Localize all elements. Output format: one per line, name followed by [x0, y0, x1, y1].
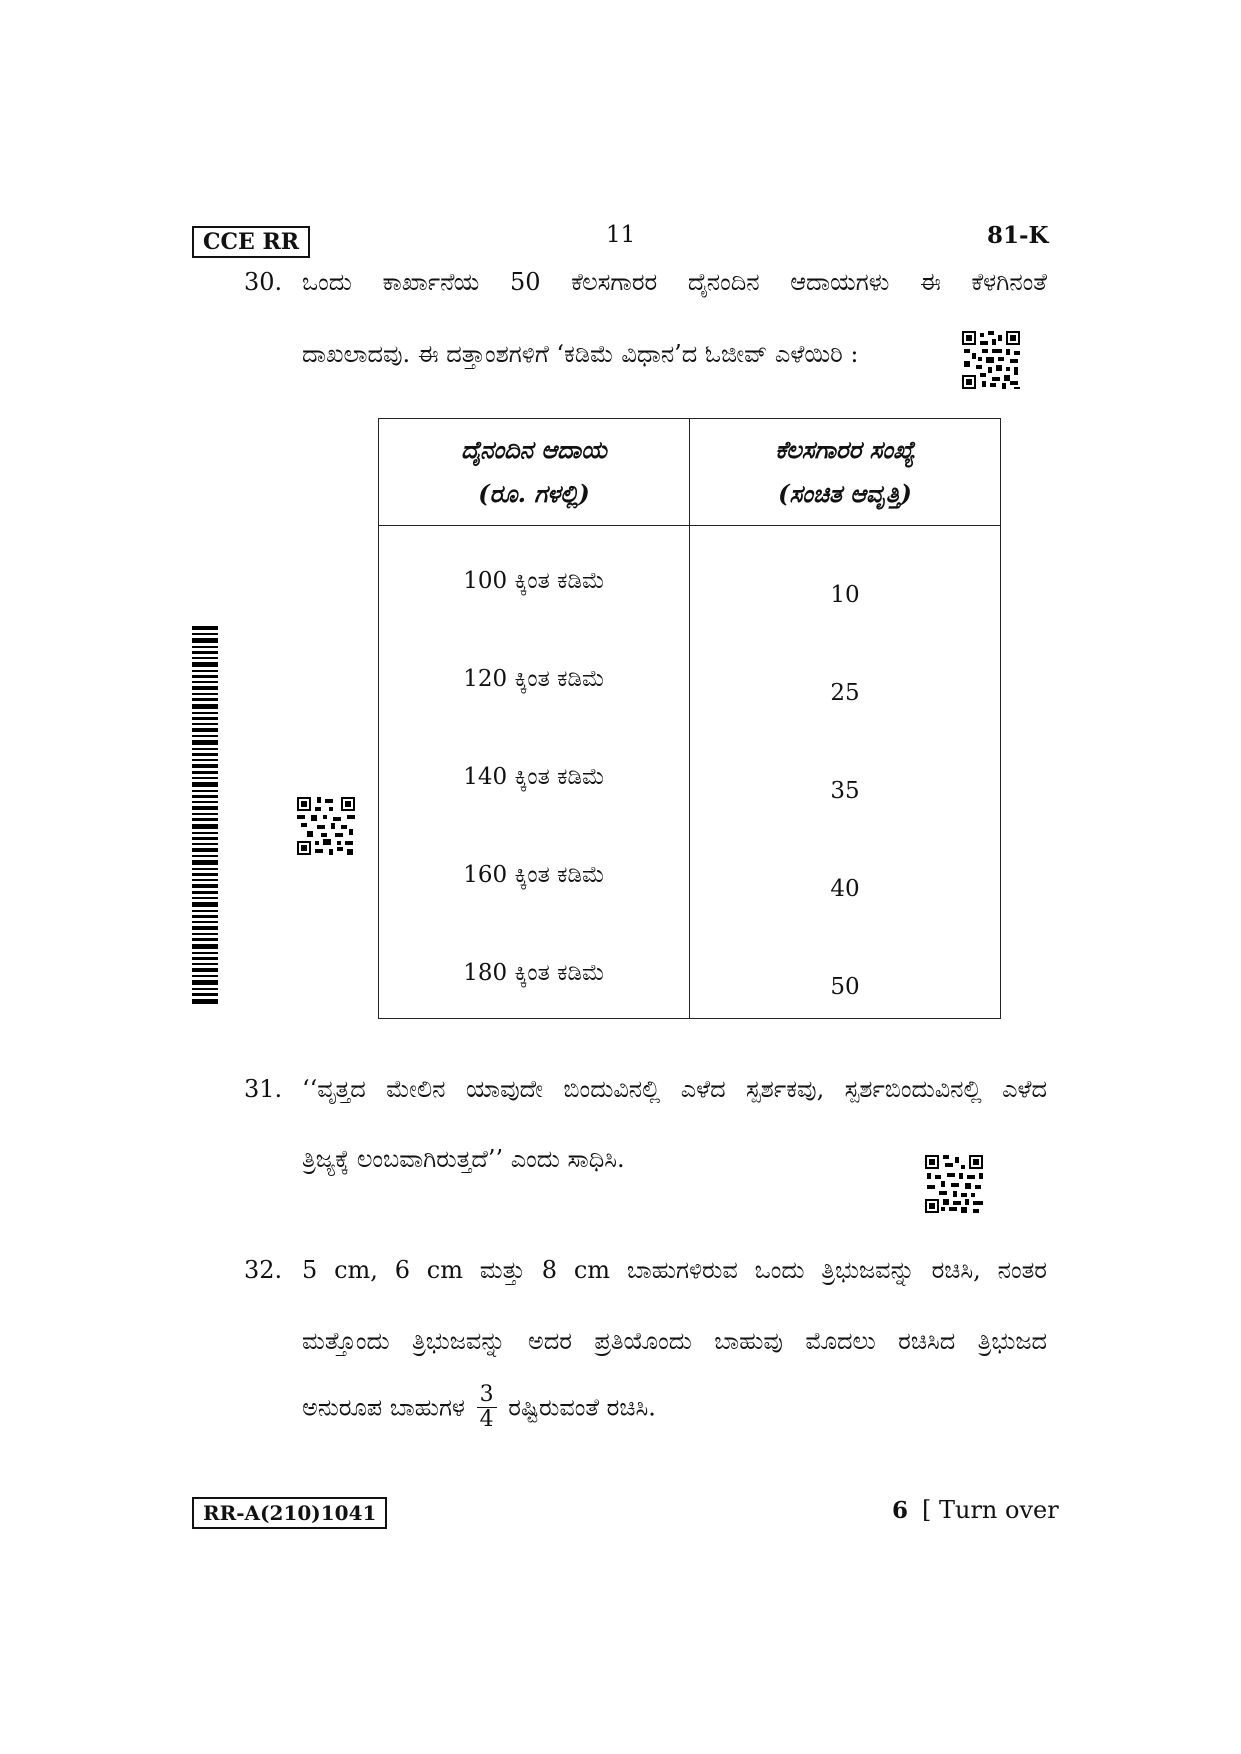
table-column-workers: [690, 526, 1001, 1019]
table-cell-income: 100 ಕ್ಕಿಂತ ಕಡಿಮೆ: [463, 568, 605, 594]
table-cell-workers: 25: [830, 680, 860, 706]
qr-code-icon: [295, 795, 357, 857]
subject-code-box: CCE RR: [192, 226, 310, 258]
cumulative-frequency-table: [378, 418, 1001, 1019]
total-pages: 6: [892, 1497, 909, 1524]
question-32-line3-start: ಅನುರೂಪ ಬಾಹುಗಳ: [302, 1393, 465, 1422]
header-income-line2: (ರೂ. ಗಳಲ್ಲಿ): [478, 479, 590, 508]
table-cell-income: 180 ಕ್ಕಿಂತ ಕಡಿಮೆ: [463, 960, 605, 986]
table-column-income: [379, 526, 690, 1019]
table-cell-workers: 35: [830, 778, 860, 804]
qr-code-icon: [960, 329, 1022, 391]
table-cell-workers: 10: [830, 582, 860, 608]
turn-over-label: [ Turn over: [922, 1496, 1059, 1524]
question-32-line2: ಮತ್ತೊಂದು ತ್ರಿಭುಜವನ್ನು ಅದರ ಪ್ರತಿಯೊಂದು ಬಾಹುವು ಮೊದಲು ರಚಿಸಿದ ತ್ರಿಭುಜದ: [302, 1327, 1047, 1355]
table-cell-income: 140 ಕ್ಕಿಂತ ಕಡಿಮೆ: [463, 764, 605, 790]
question-32-line3: [302, 1383, 656, 1432]
header-workers-line2: (ಸಂಚಿತ ಆವೃತ್ತಿ): [778, 479, 912, 508]
header-income-line1: ದೈನಂದಿನ ಆದಾಯ: [461, 435, 607, 464]
table-header-workers: [690, 419, 1001, 526]
fraction-numerator: 3: [477, 1383, 497, 1408]
table-cell-income: 120 ಕ್ಕಿಂತ ಕಡಿಮೆ: [463, 666, 605, 692]
fraction-denominator: 4: [479, 1407, 494, 1432]
question-32-line3-end: ರಷ್ಟಿರುವಂತೆ ರಚಿಸಿ.: [508, 1393, 656, 1422]
question-30-number: 30.: [244, 268, 283, 296]
question-32-line1: 5 cm, 6 cm ಮತ್ತು 8 cm ಬಾಹುಗಳಿರುವ ಒಂದು ತ್ರಿಭುಜವನ್ನು ರಚಿಸಿ, ನಂತರ: [302, 1256, 1047, 1284]
question-30-line1: ಒಂದು ಕಾರ್ಖಾನೆಯ 50 ಕೆಲಸಗಾರರ ದೈನಂದಿನ ಆದಾಯಗಳು ಈ ಕೆಳಗಿನಂತೆ: [302, 268, 1047, 296]
question-31-number: 31.: [244, 1075, 283, 1103]
question-32-number: 32.: [244, 1256, 283, 1284]
booklet-code-box: RR-A(210)1041: [192, 1497, 387, 1529]
barcode-icon: [192, 626, 218, 1004]
qr-code-icon: [923, 1153, 985, 1215]
paper-code: 81-K: [987, 222, 1049, 249]
table-cell-workers: 50: [830, 974, 860, 1000]
fraction-three-quarters: [477, 1383, 497, 1432]
question-31-line1: ‘‘ವೃತ್ತದ ಮೇಲಿನ ಯಾವುದೇ ಬಿಂದುವಿನಲ್ಲಿ ಎಳೆದ ಸ್ಪರ್ಶಕವು, ಸ್ಪರ್ಶಬಿಂದುವಿನಲ್ಲಿ ಎಳೆದ: [302, 1075, 1047, 1103]
page-number: 11: [606, 222, 636, 248]
table-header-income: [379, 419, 690, 526]
header-workers-line1: ಕೆಲಸಗಾರರ ಸಂಖ್ಯೆ: [775, 435, 915, 464]
table-cell-workers: 40: [830, 876, 860, 902]
question-30-line2: ದಾಖಲಾದವು. ಈ ದತ್ತಾಂಶಗಳಿಗೆ ‘ಕಡಿಮೆ ವಿಧಾನ’ದ ಓಜೀವ್ ಎಳೆಯಿರಿ :: [302, 340, 859, 368]
question-31-line2: ತ್ರಿಜ್ಯಕ್ಕೆ ಲಂಬವಾಗಿರುತ್ತದೆ’’ ಎಂದು ಸಾಧಿಸಿ.: [302, 1145, 625, 1173]
table-cell-income: 160 ಕ್ಕಿಂತ ಕಡಿಮೆ: [463, 862, 605, 888]
